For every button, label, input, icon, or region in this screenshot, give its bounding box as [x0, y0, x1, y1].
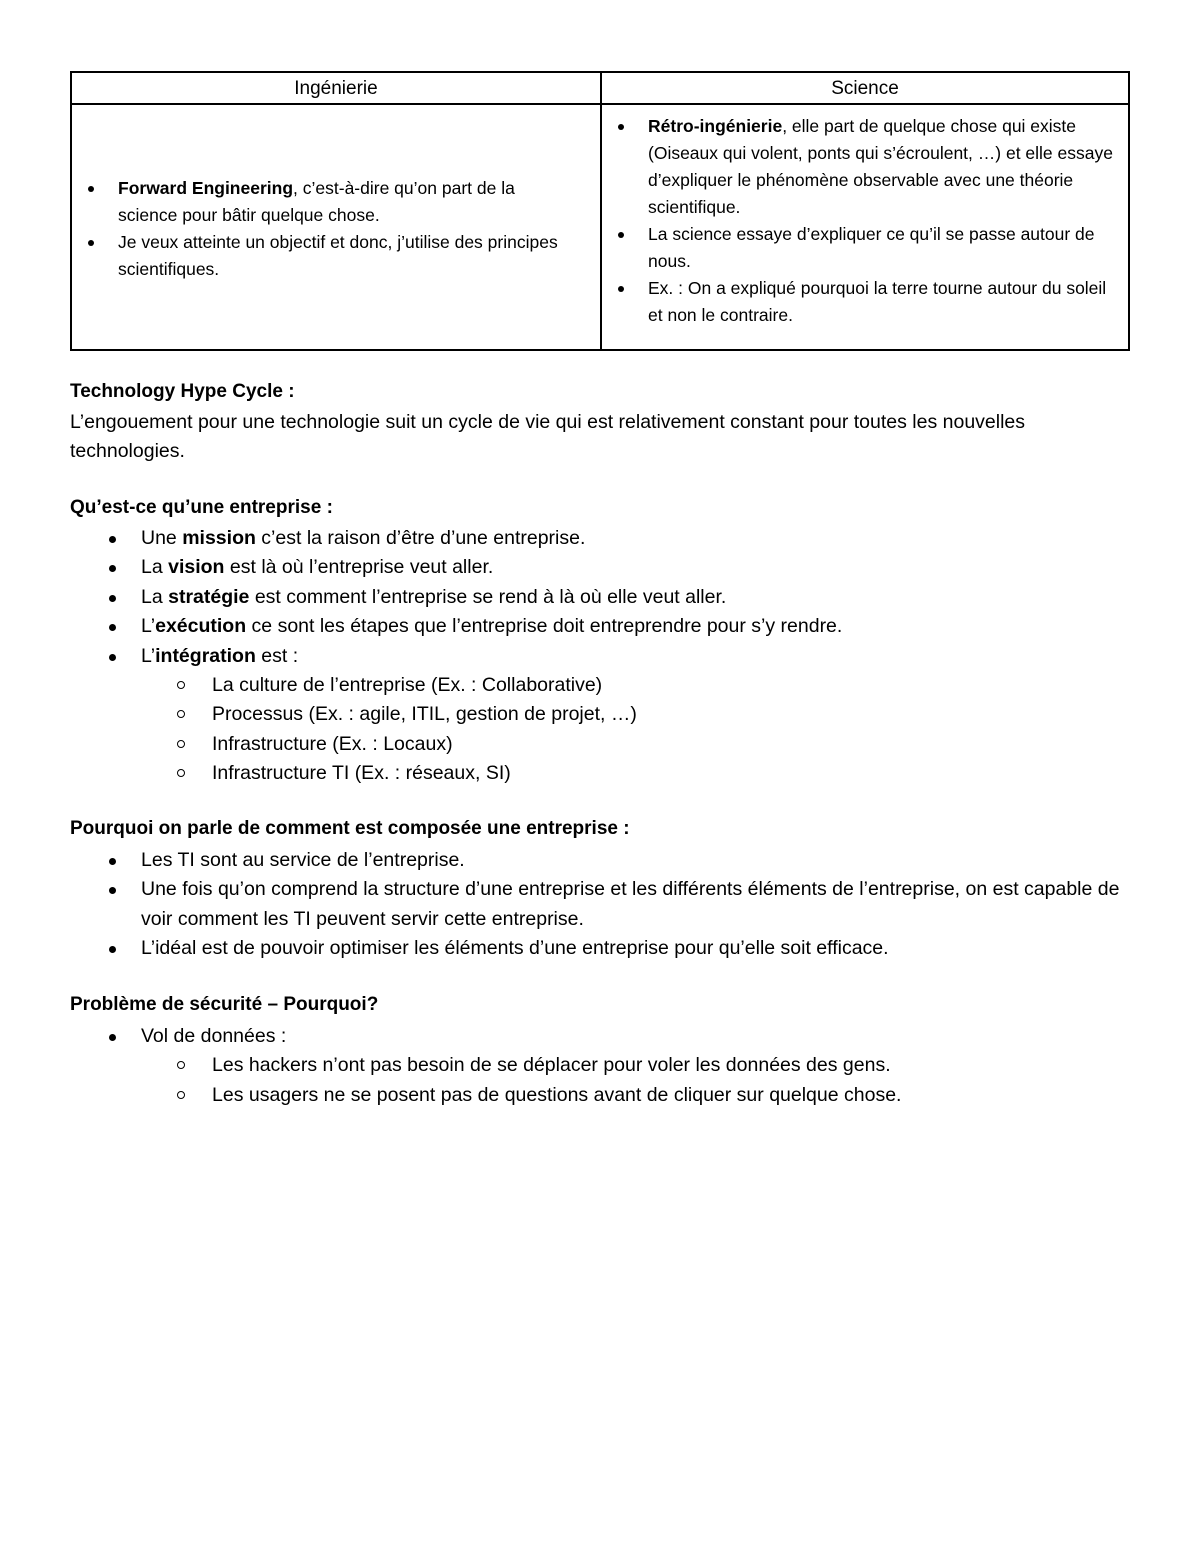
- sub-list-item: Les usagers ne se posent pas de questions avant de cliquer sur quelque chose.: [141, 1081, 1145, 1110]
- item-text: , c’est-à-dire qu’on part de la science pour bâtir quelque chose.: [118, 178, 515, 225]
- list-item: L’idéal est de pouvoir optimiser les éléments d’une entreprise pour qu’elle soit efficace.: [70, 934, 1145, 963]
- header-science: Science: [831, 78, 899, 99]
- list-item: [70, 524, 1145, 553]
- item-text: est là où l’entreprise veut aller.: [224, 556, 494, 579]
- list-item: [70, 553, 1145, 582]
- header-ingenierie: Ingénierie: [294, 78, 378, 99]
- heading-pourquoi: Pourquoi on parle de comment est composée une entreprise :: [70, 818, 630, 839]
- term-mission: mission: [182, 527, 256, 549]
- list-item: [602, 275, 1122, 329]
- list-item: [70, 1022, 1145, 1110]
- item-text: est :: [255, 644, 299, 667]
- list-item: Les TI sont au service de l’entreprise.: [70, 846, 1145, 875]
- hype-cycle-text: L’engouement pour une technologie suit un cycle de vie qui est relativement constant pour toutes les nouvelles technologies.: [70, 411, 1026, 462]
- item-text: La science essaye d’expliquer ce qu’il se passe autour de nous.: [648, 224, 1095, 271]
- term-integration: intégration: [155, 644, 256, 667]
- comparison-table: [70, 71, 1130, 351]
- list-item: [70, 612, 1145, 641]
- list-item: [70, 642, 1145, 789]
- term-forward-engineering: Forward Engineering: [118, 178, 294, 198]
- list-item: [602, 221, 1122, 275]
- ingenierie-list: [72, 175, 572, 283]
- term-execution: exécution: [155, 615, 247, 638]
- heading-securite: Problème de sécurité – Pourquoi?: [70, 994, 379, 1015]
- sub-list-item: Infrastructure TI (Ex. : réseaux, SI): [141, 759, 1145, 788]
- sub-list-item: Infrastructure (Ex. : Locaux): [141, 730, 1145, 759]
- item-text: Je veux atteinte un objectif et donc, j’utilise des principes scientifiques.: [118, 232, 558, 279]
- securite-list: [70, 1022, 1145, 1110]
- heading-entreprise: Qu’est-ce qu’une entreprise :: [70, 497, 333, 518]
- term-retro-ingenierie: Rétro-ingénierie: [648, 116, 783, 136]
- item-text: Ex. : On a expliqué pourquoi la terre tourne autour du soleil et non le contraire.: [648, 278, 1107, 325]
- item-text: L’: [141, 615, 156, 638]
- item-text: L’: [141, 644, 156, 667]
- item-text: , elle part de quelque chose qui existe (Oiseaux qui volent, ponts qui s’écroulent, …) et elle essaye d’expliquer le phénomène observable avec une théorie scientifique.: [648, 116, 1113, 217]
- item-text: Vol de données :: [141, 1025, 287, 1047]
- securite-sublist: [141, 1051, 1145, 1110]
- term-vision: vision: [168, 556, 225, 579]
- list-item: [70, 583, 1145, 612]
- entreprise-list: [70, 524, 1145, 789]
- item-text: c’est la raison d’être d’une entreprise.: [255, 527, 586, 549]
- science-list: [602, 113, 1122, 329]
- item-text: Une: [141, 527, 183, 549]
- item-text: est comment l’entreprise se rend à là où elle veut aller.: [249, 585, 727, 608]
- pourquoi-list: [70, 846, 1145, 964]
- integration-sublist: [141, 671, 1145, 789]
- list-item: [72, 175, 572, 229]
- item-text: La: [141, 585, 169, 608]
- heading-hype-cycle: Technology Hype Cycle :: [70, 381, 295, 402]
- list-item: Une fois qu’on comprend la structure d’une entreprise et les différents éléments de l’entreprise, on est capable de voir comment les TI peuvent servir cette entreprise.: [70, 875, 1145, 934]
- sub-list-item: Processus (Ex. : agile, ITIL, gestion de projet, …): [141, 700, 1145, 729]
- sub-list-item: Les hackers n’ont pas besoin de se déplacer pour voler les données des gens.: [141, 1051, 1145, 1080]
- list-item: [72, 229, 572, 283]
- term-strategie: stratégie: [168, 585, 250, 608]
- sub-list-item: La culture de l’entreprise (Ex. : Collaborative): [141, 671, 1145, 700]
- list-item: [602, 113, 1122, 221]
- item-text: ce sont les étapes que l’entreprise doit entreprendre pour s’y rendre.: [246, 615, 843, 638]
- item-text: La: [141, 556, 169, 579]
